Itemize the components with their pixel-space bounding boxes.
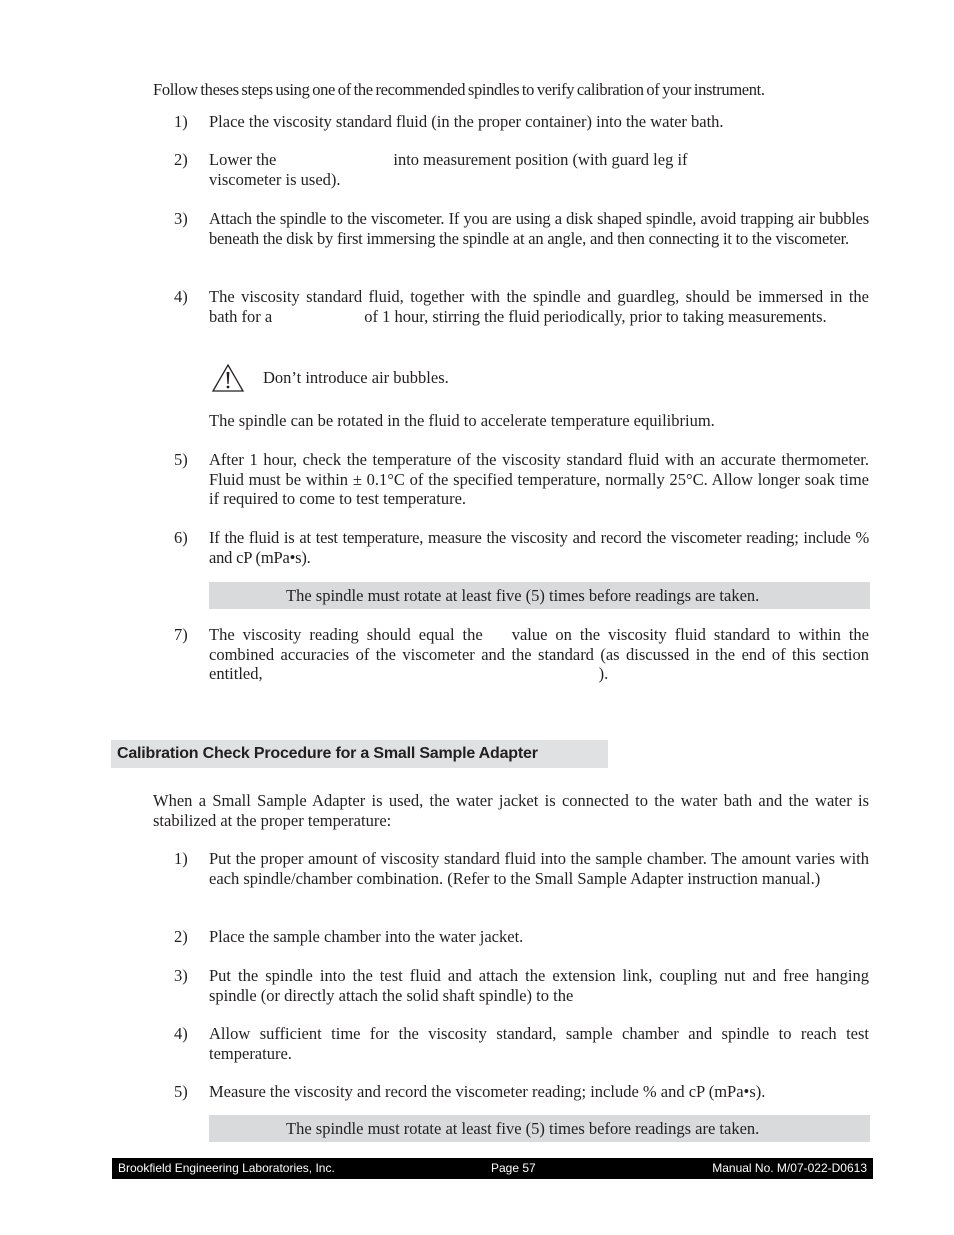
- caution-text: Don’t introduce air bubbles.: [263, 368, 449, 387]
- step-a5-number: 5): [174, 450, 188, 469]
- step-b2-number: 2): [174, 927, 188, 946]
- warning-icon: [211, 363, 245, 393]
- step-a2-text: [209, 150, 869, 189]
- step-a3-number: 3): [174, 209, 188, 228]
- step-a7-part2: value on the viscosity fluid standard to within the combined accuracies of the viscometer and the standard (as discussed in the end of this section entitled,: [209, 625, 869, 683]
- step-b3-number: 3): [174, 966, 188, 985]
- step-b5-number: 5): [174, 1082, 188, 1101]
- step-a4-text: [209, 287, 869, 326]
- section-intro: When a Small Sample Adapter is used, the water jacket is connected to the water bath and the water is stabilized at the proper temperature:: [153, 791, 869, 830]
- step-a7-part1: The viscosity reading should equal the: [209, 625, 483, 644]
- step-a2-part3: viscometer is used).: [209, 169, 341, 189]
- step-b1-text: Put the proper amount of viscosity standard fluid into the sample chamber. The amount varies with each spindle/chamber combination. (Refer to the Small Sample Adapter instruction manual.): [209, 849, 869, 888]
- step-a4-number: 4): [174, 287, 188, 306]
- intro-paragraph: Follow theses steps using one of the recommended spindles to verify calibration of your instrument.: [153, 80, 765, 99]
- step-a5-text: After 1 hour, check the temperature of the viscosity standard fluid with an accurate thermometer. Fluid must be within ± 0.1°C of the specified temperature, normally 25°C. Allow longer soak time if required to come to test temperature.: [209, 450, 869, 508]
- step-a2-part1: Lower the: [209, 150, 277, 169]
- spindle-note-text-1: The spindle must rotate at least five (5) times before readings are taken.: [286, 586, 760, 605]
- step-a7-text: [209, 625, 869, 684]
- page-footer: [112, 1158, 873, 1179]
- step-a4-part1: The viscosity standard fluid, together with the spindle and guardleg, should be immersed in the bath for a: [209, 287, 869, 326]
- rotate-note: The spindle can be rotated in the fluid to accelerate temperature equilibrium.: [209, 411, 715, 430]
- step-a6-number: 6): [174, 528, 188, 547]
- step-a1-text: Place the viscosity standard fluid (in the proper container) into the water bath.: [209, 112, 724, 131]
- step-a7-number: 7): [174, 625, 188, 644]
- section-title: Calibration Check Procedure for a Small Sample Adapter: [117, 745, 538, 762]
- step-a4-part2: of 1 hour, stirring the fluid periodically, prior to taking measurements.: [364, 306, 827, 326]
- footer-page-number: Page 57: [491, 1161, 536, 1175]
- spindle-note-text-2: The spindle must rotate at least five (5) times before readings are taken.: [286, 1119, 760, 1138]
- section-heading: [111, 740, 608, 768]
- step-a7-part3: ).: [598, 664, 609, 683]
- step-b5-text: Measure the viscosity and record the viscometer reading; include % and cP (mPa•s).: [209, 1082, 766, 1101]
- spindle-note-bar-2: [209, 1115, 870, 1142]
- step-b3-text: Put the spindle into the test fluid and attach the extension link, coupling nut and free hanging spindle (or directly attach the solid shaft spindle) to the: [209, 966, 869, 1005]
- step-a2-part2: into measurement position (with guard leg if: [393, 150, 688, 169]
- step-b4-number: 4): [174, 1024, 188, 1043]
- step-b1-number: 1): [174, 849, 188, 868]
- step-b2-text: Place the sample chamber into the water jacket.: [209, 927, 524, 946]
- step-a1-number: 1): [174, 112, 188, 131]
- step-a3-text: Attach the spindle to the viscometer. If you are using a disk shaped spindle, avoid trapping air bubbles beneath the disk by first immersing the spindle at an angle, and then connecting it to the viscometer.: [209, 209, 869, 248]
- step-b4-text: Allow sufficient time for the viscosity standard, sample chamber and spindle to reach test temperature.: [209, 1024, 869, 1063]
- step-a6-text: If the fluid is at test temperature, measure the viscosity and record the viscometer reading; include % and cP (mPa•s).: [209, 528, 869, 567]
- footer-company: Brookfield Engineering Laboratories, Inc.: [118, 1161, 335, 1175]
- step-a2-number: 2): [174, 150, 188, 169]
- spindle-note-bar-1: [209, 582, 870, 609]
- footer-manual-number: Manual No. M/07-022-D0613: [712, 1161, 867, 1175]
